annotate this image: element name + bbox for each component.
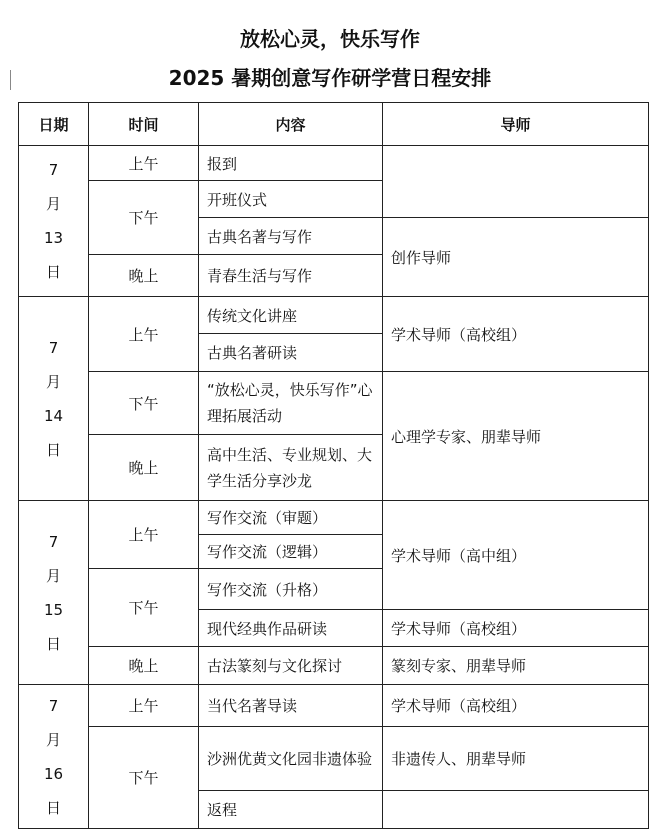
content-cell: 青春生活与写作 — [199, 255, 383, 297]
header-mentor: 导师 — [383, 103, 649, 146]
mentor-cell: 创作导师 — [383, 218, 649, 297]
header-content: 内容 — [199, 103, 383, 146]
mentor-cell — [383, 791, 649, 829]
time-cell: 下午 — [89, 181, 199, 255]
content-cell: 当代名著导读 — [199, 685, 383, 727]
content-cell: 写作交流（升格） — [199, 569, 383, 610]
mentor-cell — [383, 146, 649, 218]
document-title: 放松心灵，快乐写作 — [240, 27, 420, 51]
time-cell: 下午 — [89, 569, 199, 647]
content-cell: 传统文化讲座 — [199, 297, 383, 334]
time-cell: 上午 — [89, 146, 199, 181]
mentor-cell: 学术导师（高中组） — [383, 501, 649, 610]
date-cell: 7 月 13 日 — [19, 146, 89, 297]
content-cell: 写作交流（逻辑） — [199, 535, 383, 569]
date-cell: 7 月 16 日 — [19, 685, 89, 829]
mentor-cell: 心理学专家、朋辈导师 — [383, 372, 649, 501]
table-row — [19, 727, 649, 791]
table-row — [19, 372, 649, 435]
mentor-cell: 学术导师（高校组） — [383, 610, 649, 647]
table-row — [19, 685, 649, 727]
content-cell: 古典名著与写作 — [199, 218, 383, 255]
content-cell: 古典名著研读 — [199, 334, 383, 372]
content-cell: 开班仪式 — [199, 181, 383, 218]
table-row — [19, 501, 649, 535]
time-cell: 晚上 — [89, 647, 199, 685]
header-time: 时间 — [89, 103, 199, 146]
content-cell: 写作交流（审题） — [199, 501, 383, 535]
time-cell: 上午 — [89, 297, 199, 372]
document-subtitle: 2025 暑期创意写作研学营日程安排 — [168, 66, 492, 90]
date-cell: 7 月 14 日 — [19, 297, 89, 501]
content-cell: 现代经典作品研读 — [199, 610, 383, 647]
content-cell: 沙洲优黄文化园非遗体验 — [199, 727, 383, 791]
mentor-cell: 非遗传人、朋辈导师 — [383, 727, 649, 791]
time-cell: 下午 — [89, 727, 199, 829]
time-cell: 上午 — [89, 685, 199, 727]
header-row — [19, 103, 649, 146]
table-row — [19, 647, 649, 685]
content-cell: 高中生活、专业规划、大学生活分享沙龙 — [199, 435, 383, 501]
header-date: 日期 — [19, 103, 89, 146]
time-cell: 晚上 — [89, 255, 199, 297]
time-cell: 上午 — [89, 501, 199, 569]
content-cell: 返程 — [199, 791, 383, 829]
date-cell: 7 月 15 日 — [19, 501, 89, 685]
mentor-cell: 学术导师（高校组） — [383, 297, 649, 372]
schedule-table — [18, 102, 649, 829]
table-row — [19, 146, 649, 181]
content-cell: 报到 — [199, 146, 383, 181]
mentor-cell: 学术导师（高校组） — [383, 685, 649, 727]
mentor-cell: 篆刻专家、朋辈导师 — [383, 647, 649, 685]
time-cell: 下午 — [89, 372, 199, 435]
time-cell: 晚上 — [89, 435, 199, 501]
content-cell: 古法篆刻与文化探讨 — [199, 647, 383, 685]
content-cell: “放松心灵，快乐写作”心理拓展活动 — [199, 372, 383, 435]
table-row — [19, 297, 649, 334]
